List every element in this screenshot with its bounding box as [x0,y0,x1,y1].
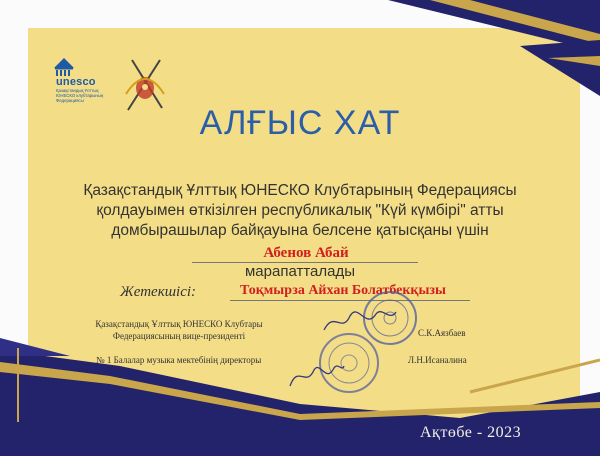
unesco-wordmark: unesco [56,76,96,88]
signature-scribble-icon [320,300,400,340]
unesco-subtext: Қазақстандық Ұлттық ЮНЕСКО клубтарының Федерациясы [56,88,104,103]
recipient-name: Абенов Абай [263,245,349,261]
leader-label: Жетекшісі: [120,284,197,300]
signatory-name-1: С.К.Аязбаев [418,328,466,338]
signatory-title-3: № 1 Балалар музыка мектебінің директоры [96,355,262,365]
signatory-name-2: Л.Н.Исаналина [408,355,467,365]
signatory-title-2: Федерациясының вице-президенті [112,331,246,341]
body-line-3: домбырашылар байқауына белсене қатысқаны үшін [111,222,489,239]
leader-name: Тоқмырза Айхан Болатбекқызы [240,283,446,298]
certificate-title: АЛҒЫС ХАТ [199,104,401,142]
signature-scribble-icon [286,358,346,392]
awarded-text: марапатталады [244,263,356,280]
body-line-1: Қазақстандық Ұлттық ЮНЕСКО Клубтарының Федерациясы [83,182,517,199]
date-place: Ақтөбе - 2023 [420,424,522,441]
body-line-2: қолдауымен өткізілген республикалық "Күй күмбірі" атты [96,202,504,219]
signature-left-block [68,318,290,342]
signatory-title-1: Қазақстандық Ұлттық ЮНЕСКО Клубтары [95,319,263,329]
